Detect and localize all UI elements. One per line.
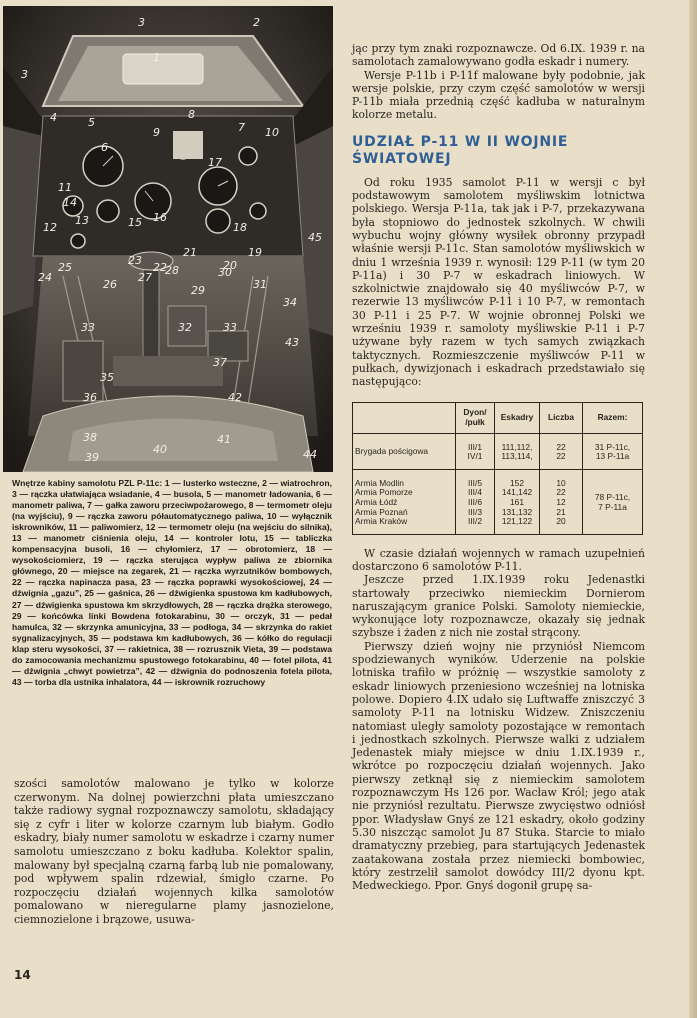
svg-text:27: 27 xyxy=(138,271,152,284)
svg-text:4: 4 xyxy=(50,111,57,124)
page-edge xyxy=(689,0,697,1018)
svg-text:24: 24 xyxy=(38,271,52,284)
table-cell: III/5 III/4 III/6 III/3 III/2 xyxy=(456,469,495,534)
svg-text:1: 1 xyxy=(153,51,160,64)
table-cell: 152 141,142 161 131,132 121,122 xyxy=(495,469,540,534)
table-header-cell: Dyon/ /pułk xyxy=(456,402,495,433)
table-cell: III/1 IV/1 xyxy=(456,433,495,469)
paragraph-4: W czasie działań wojennych w ramach uzupełnień dostarczono 6 samolotów P-11. xyxy=(352,546,645,573)
svg-text:17: 17 xyxy=(208,156,222,169)
svg-text:36: 36 xyxy=(83,391,97,404)
paragraph-3: Od roku 1935 samolot P-11 w wersji c był podstawowym samolotem myśliwskim lotnictwa polskiego. Wersja P-11a, tak jak i P-7, przekazywana była stopniowo do jednostek szkolnych. W chwili wybuchu wojny główny wysiłek obronny przypadł właśnie wersji P-11c. Stan samolotów myśliwskich w dniu 1 września 1939 r. wynosił: 129 P-11 (w tym 20 P-11a) i 30 P-7 w eskadrach liniowych. W szkolnictwie znajdowało się 40 myśliwców P-7, w rezerwie 13 myśliwców P-11 i 10 P-7, w remontach 30 P-11 i 25 P-7. W wojnie obronnej Polski we wrześniu 1939 r. samoloty myśliwskie P-11 i P-7 używane były razem w tych samych związkach taktycznych. Rozmieszczenie myśliwców P-11 w pułkach, dywizjonach i eskadrach przedstawiało się następująco: xyxy=(352,175,645,389)
svg-text:3: 3 xyxy=(21,68,28,81)
section-title: UDZIAŁ P-11 W II WOJNIE ŚWIATOWEJ xyxy=(352,133,569,167)
svg-text:10: 10 xyxy=(265,126,279,139)
paragraph-6: Pierwszy dzień wojny nie przyniósł Niemcom spodziewanych wyników. Uderzenie na polskie lotniska trafiło w próżnię — wszystkie samoloty z eskadr liniowych przeniesiono wcześniej na lotniska polowe. Dopiero 4.IX udało się Luftwaffe zniszczyć 3 samoloty P-11 na lotnisku Widzew. Zniszczeniu natomiast uległy samoloty pozostające w remontach i jednostkach szkolnych. Pierwsze walki z udziałem Jedenastek miały miejsce w dniu 1.IX.1939 r., wkrótce po rozpoczęciu działań wojennych. Jako pierwszy zetknął się z niemieckim samolotem rozpoznawczym Hs 126 por. Wacław Król; jego atak nie przyniósł rezultatu. Pierwsze zwycięstwo odniósł ppor. Władysław Gnyś ze 121 eskadry, około godziny 5.30 niszcząc samolot Ju 87 Stuka. Starcie to miało dramatyczny przebieg, para startujących Jedenastek zaatakowana została przez niemiecki bombowiec, który zestrzelił samolot dowódcy III/2 dyonu kpt. Medweckiego. Ppor. Gnyś dogonił grupę sa- xyxy=(352,639,645,893)
svg-text:15: 15 xyxy=(128,216,142,229)
svg-text:19: 19 xyxy=(248,246,262,259)
right-column xyxy=(352,42,645,892)
svg-text:6: 6 xyxy=(101,141,108,154)
cockpit-photo xyxy=(3,6,333,472)
svg-text:7: 7 xyxy=(238,121,245,134)
svg-text:18: 18 xyxy=(233,221,247,234)
table-cell: 111,112, 113,114, xyxy=(495,433,540,469)
svg-text:45: 45 xyxy=(308,231,322,244)
svg-text:40: 40 xyxy=(153,443,167,456)
svg-text:25: 25 xyxy=(58,261,72,274)
photo-caption xyxy=(12,478,332,688)
table-header-cell xyxy=(353,402,456,433)
svg-text:33: 33 xyxy=(81,321,95,334)
cockpit-photo-drawing xyxy=(3,6,333,472)
caption-body: 1 — lusterko wsteczne, 2 — wiatrochron, 3 — rączka ułatwiająca wsiadanie, 4 — busola, 5 — manometr ładowania, 6 — manometr paliwa, 7 — gałka zaworu przeciwpożarowego, 8 — termometr oleju (na wyjściu), 9 — rączka zaworu półautomatycznego paliwa, 10 — wyłącznik iskrowników, 11 — paliwomierz, 12 — termometr oleju (na wejściu do silnika), 13 — manometr ciśnienia oleju, 14 — kontroler lotu, 15 — tabliczka kompensacyjna busoli, 16 — chyłomierz, 17 — obrotomierz, 18 — wysokościomierz, 19 — rączka sterująca wypływ paliwa ze zbiornika głównego, 20 — miejsce na zegarek, 21 — rączka wyrzutników bombowych, 22 — rączka napinacza pasa, 23 — rączka poprawki wysokościowej, 24 — dźwignia „gazu”, 25 — gaśnica, 26 — dźwigienka spustowa km kadłubowych, 27 — dźwigienka spustowa km skrzydłowych, 28 — rączka drążka sterowego, 29 — końcówka linki Bowdena fotokarabinu, 30 — orczyk, 31 — pedał hamulca, 32 — skrzynka amunicyjna, 33 — podłoga, 34 — skrzynka do rakiet sygnalizacyjnych, 35 — podstawa km kadłubowych, 36 — kółko do regulacji klap steru wysokości, 37 — rakietnica, 38 — rozrusznik Vieta, 39 — podstawa do zamocowania mechanizmu spustowego fotokarabinu, 40 — fotel pilota, 41 — dźwignia „chwyt powietrza”, 42 — dźwignia do podnoszenia fotela pilota, 43 — torba dla ustnika inhalatora, 44 — iskrownik rozruchowy xyxy=(12,478,333,687)
svg-text:30: 30 xyxy=(218,266,232,279)
svg-text:35: 35 xyxy=(100,371,114,384)
svg-text:26: 26 xyxy=(103,278,117,291)
svg-text:9: 9 xyxy=(153,126,160,139)
table-header-row xyxy=(353,402,643,433)
table-cell: Brygada pościgowa xyxy=(353,433,456,469)
svg-text:23: 23 xyxy=(128,254,142,267)
svg-text:38: 38 xyxy=(83,431,97,444)
svg-text:33: 33 xyxy=(223,321,237,334)
table-cell: Armia Modlin Armia Pomorze Armia Łódź Armia Poznań Armia Kraków xyxy=(353,469,456,534)
table-cell: 78 P-11c, 7 P-11a xyxy=(583,469,643,534)
svg-text:3: 3 xyxy=(138,16,145,29)
svg-text:12: 12 xyxy=(43,221,57,234)
left-column-text xyxy=(14,777,334,927)
svg-text:16: 16 xyxy=(153,211,167,224)
svg-text:43: 43 xyxy=(285,336,299,349)
svg-text:31: 31 xyxy=(253,278,267,291)
table-header-cell: Eskadry xyxy=(495,402,540,433)
paragraph-2: Wersje P-11b i P-11f malowane były podobnie, jak wersje polskie, przy czym część samolotów w wersji P-11b miała przednią część kadłuba w naturalnym kolorze metalu. xyxy=(352,68,645,122)
svg-text:20: 20 xyxy=(223,259,237,272)
svg-text:44: 44 xyxy=(303,448,317,461)
svg-text:2: 2 xyxy=(253,16,260,29)
svg-text:29: 29 xyxy=(191,284,205,297)
table-row xyxy=(353,469,643,534)
table-header-cell: Liczba xyxy=(540,402,583,433)
svg-text:14: 14 xyxy=(63,196,77,209)
caption-title: Wnętrze kabiny samolotu PZL P-11c: xyxy=(12,478,163,488)
table-row xyxy=(353,433,643,469)
svg-text:8: 8 xyxy=(188,108,195,121)
svg-text:11: 11 xyxy=(58,181,72,194)
paragraph-1: jąc przy tym znaki rozpoznawcze. Od 6.IX. 1939 r. na samolotach zamalowywano godła eskadr i numery. xyxy=(352,42,645,69)
svg-text:41: 41 xyxy=(217,433,231,446)
table-cell: 31 P-11c, 13 P-11a xyxy=(583,433,643,469)
svg-text:32: 32 xyxy=(178,321,192,334)
left-paragraph: szości samolotów malowano je tylko w kolorze czerwonym. Na dolnej powierzchni płata umieszczano także radiowy sygnał rozpoznawczy samolotu, składający się z cyfr i liter w kolorze czarnym lub białym. Godło eskadry, biały numer samolotu w eskadrze i czarny numer samolotu umieszczano z boku kadłuba. Kolektor spalin, malowany był specjalną czarną farbą lub nie pomalowany, pod wpływem spalin rdzewiał, śmigło czarne. Po rozpoczęciu działań wojennych kilka samolotów pomalowano w nieregularne plamy jasnozielone, ciemnozielone i brązowe, usuwa- xyxy=(14,777,334,926)
svg-text:22: 22 xyxy=(153,261,167,274)
table-cell: 22 22 xyxy=(540,433,583,469)
svg-text:39: 39 xyxy=(85,451,99,464)
table-cell: 10 22 12 21 20 xyxy=(540,469,583,534)
page-number: 14 xyxy=(14,968,31,982)
svg-text:13: 13 xyxy=(75,214,89,227)
svg-text:34: 34 xyxy=(283,296,297,309)
paragraph-5: Jeszcze przed 1.IX.1939 roku Jedenastki startowały przeciwko niemieckim Dornierom naruszającym granice Polski. Samoloty niemieckie, wykonujące loty rozpoznawcze, okazały się jednak szybsze i żaden z nich nie został strącony. xyxy=(352,573,645,640)
units-table xyxy=(352,402,643,535)
svg-text:5: 5 xyxy=(88,116,95,129)
svg-text:42: 42 xyxy=(228,391,242,404)
svg-text:21: 21 xyxy=(183,246,197,259)
table-header-cell: Razem: xyxy=(583,402,643,433)
svg-text:28: 28 xyxy=(165,264,179,277)
svg-text:37: 37 xyxy=(213,356,227,369)
